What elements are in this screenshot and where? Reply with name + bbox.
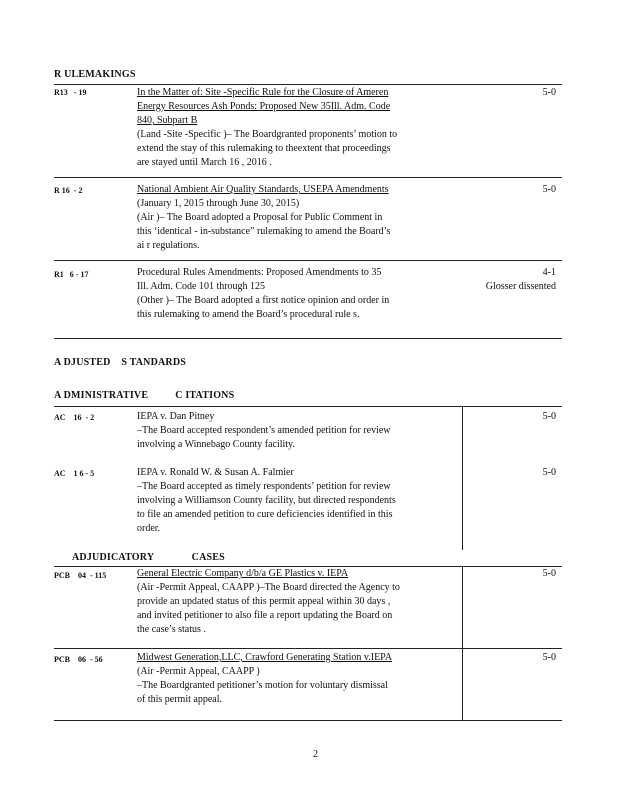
divider [54, 338, 562, 339]
heading-rulemakings: R ULEMAKINGS [54, 69, 136, 80]
case-number: R1 6 - 17 [54, 270, 89, 279]
vote-count: 4-1 [542, 267, 556, 278]
case-number: R13 - 19 [54, 88, 87, 97]
case-text-line: provide an updated status of this permit appeal within 30 days , [137, 596, 391, 607]
case-title-line: National Ambient Air Quality Standards, USEPA Amendments [137, 184, 389, 195]
case-text-line: this rulemaking to amend the Board’s procedural rule s. [137, 309, 360, 320]
vote-result: 5-0 [542, 652, 556, 663]
column-divider [462, 566, 463, 720]
page-number: 2 [313, 749, 318, 760]
case-text-line: (Other )– The Board adopted a first notice opinion and order in [137, 295, 390, 306]
case-text-line: extend the stay of this rulemaking to theextent that proceedings [137, 143, 391, 154]
case-text-line: –The Board accepted respondent’s amended petition for review [137, 425, 391, 436]
heading-adjudicatory-cases: ADJUDICATORY CASES [72, 552, 225, 563]
case-number: R 16 - 2 [54, 186, 83, 195]
divider [54, 260, 562, 261]
case-text-line: –The Boardgranted petitioner’s motion for voluntary dismissal [137, 680, 388, 691]
divider [54, 177, 562, 178]
case-text-line: (Air -Permit Appeal, CAAPP )–The Board directed the Agency to [137, 582, 400, 593]
case-text-line: Ill. Adm. Code 101 through 125 [137, 281, 266, 292]
heading-administrative-citations: A DMINISTRATIVE C ITATIONS [54, 390, 235, 401]
case-text-line: of this permit appeal. [137, 694, 222, 705]
case-number: AC 1 6 - 5 [54, 469, 95, 478]
case-text-line: (Land -Site -Specific )– The Boardgranted proponents’ motion to [137, 129, 398, 140]
case-text-line: Procedural Rules Amendments: Proposed Amendments to 35 [137, 267, 382, 278]
vote-result [486, 266, 556, 294]
case-description [137, 466, 447, 536]
case-text-line: (Air -Permit Appeal, CAAPP ) [137, 666, 260, 677]
case-text-line: order. [137, 523, 161, 534]
vote-result: 5-0 [542, 184, 556, 195]
case-text-line: and invited petitioner to also file a report updating the Board on [137, 610, 393, 621]
case-title-line: Midwest Generation,LLC, Crawford Generating Station v.IEPA [137, 652, 393, 663]
case-description [137, 86, 447, 170]
case-description [137, 651, 447, 707]
divider [54, 84, 562, 85]
case-text-line: IEPA v. Ronald W. & Susan A. Falmier [137, 467, 294, 478]
case-number: PCB 06 - 56 [54, 655, 103, 664]
case-description [137, 266, 447, 322]
vote-result: 5-0 [542, 467, 556, 478]
dissent-note: Glosser dissented [485, 281, 556, 292]
case-text-line: involving a Williamson County facility, but directed respondents [137, 495, 396, 506]
case-title-line: 840, Subpart B [137, 115, 198, 126]
case-text-line: involving a Winnebago County facility. [137, 439, 295, 450]
case-text-line: to file an amended petition to cure deficiencies identified in this [137, 509, 393, 520]
case-text-line: (Air )– The Board adopted a Proposal for Public Comment in [137, 212, 383, 223]
vote-result: 5-0 [542, 87, 556, 98]
column-divider [462, 406, 463, 550]
case-text-line: the case’s status . [137, 624, 206, 635]
case-text-line: (January 1, 2015 through June 30, 2015) [137, 198, 300, 209]
case-description [137, 567, 447, 637]
case-description [137, 183, 447, 253]
case-text-line: –The Board accepted as timely respondents’ petition for review [137, 481, 391, 492]
vote-result: 5-0 [542, 568, 556, 579]
case-text-line: this ‘identical - in-substance” rulemaking to amend the Board’s [137, 226, 391, 237]
case-text-line: are stayed until March 16 , 2016 . [137, 157, 272, 168]
case-number: PCB 04 - 115 [54, 571, 107, 580]
divider [54, 648, 562, 649]
divider [54, 406, 562, 407]
case-title-line: Energy Resources Ash Ponds: Proposed New 35Ill. Adm. Code [137, 101, 391, 112]
case-text-line: IEPA v. Dan Pitney [137, 411, 215, 422]
case-description [137, 410, 447, 452]
vote-result: 5-0 [542, 411, 556, 422]
case-title-line: General Electric Company d/b/a GE Plastics v. IEPA [137, 568, 349, 579]
heading-adjusted-standards: A DJUSTED S TANDARDS [54, 357, 187, 368]
case-number: AC 16 - 2 [54, 413, 95, 422]
case-title-line: In the Matter of: Site -Specific Rule for the Closure of Ameren [137, 87, 389, 98]
case-text-line: ai r regulations. [137, 240, 200, 251]
divider [54, 720, 562, 721]
